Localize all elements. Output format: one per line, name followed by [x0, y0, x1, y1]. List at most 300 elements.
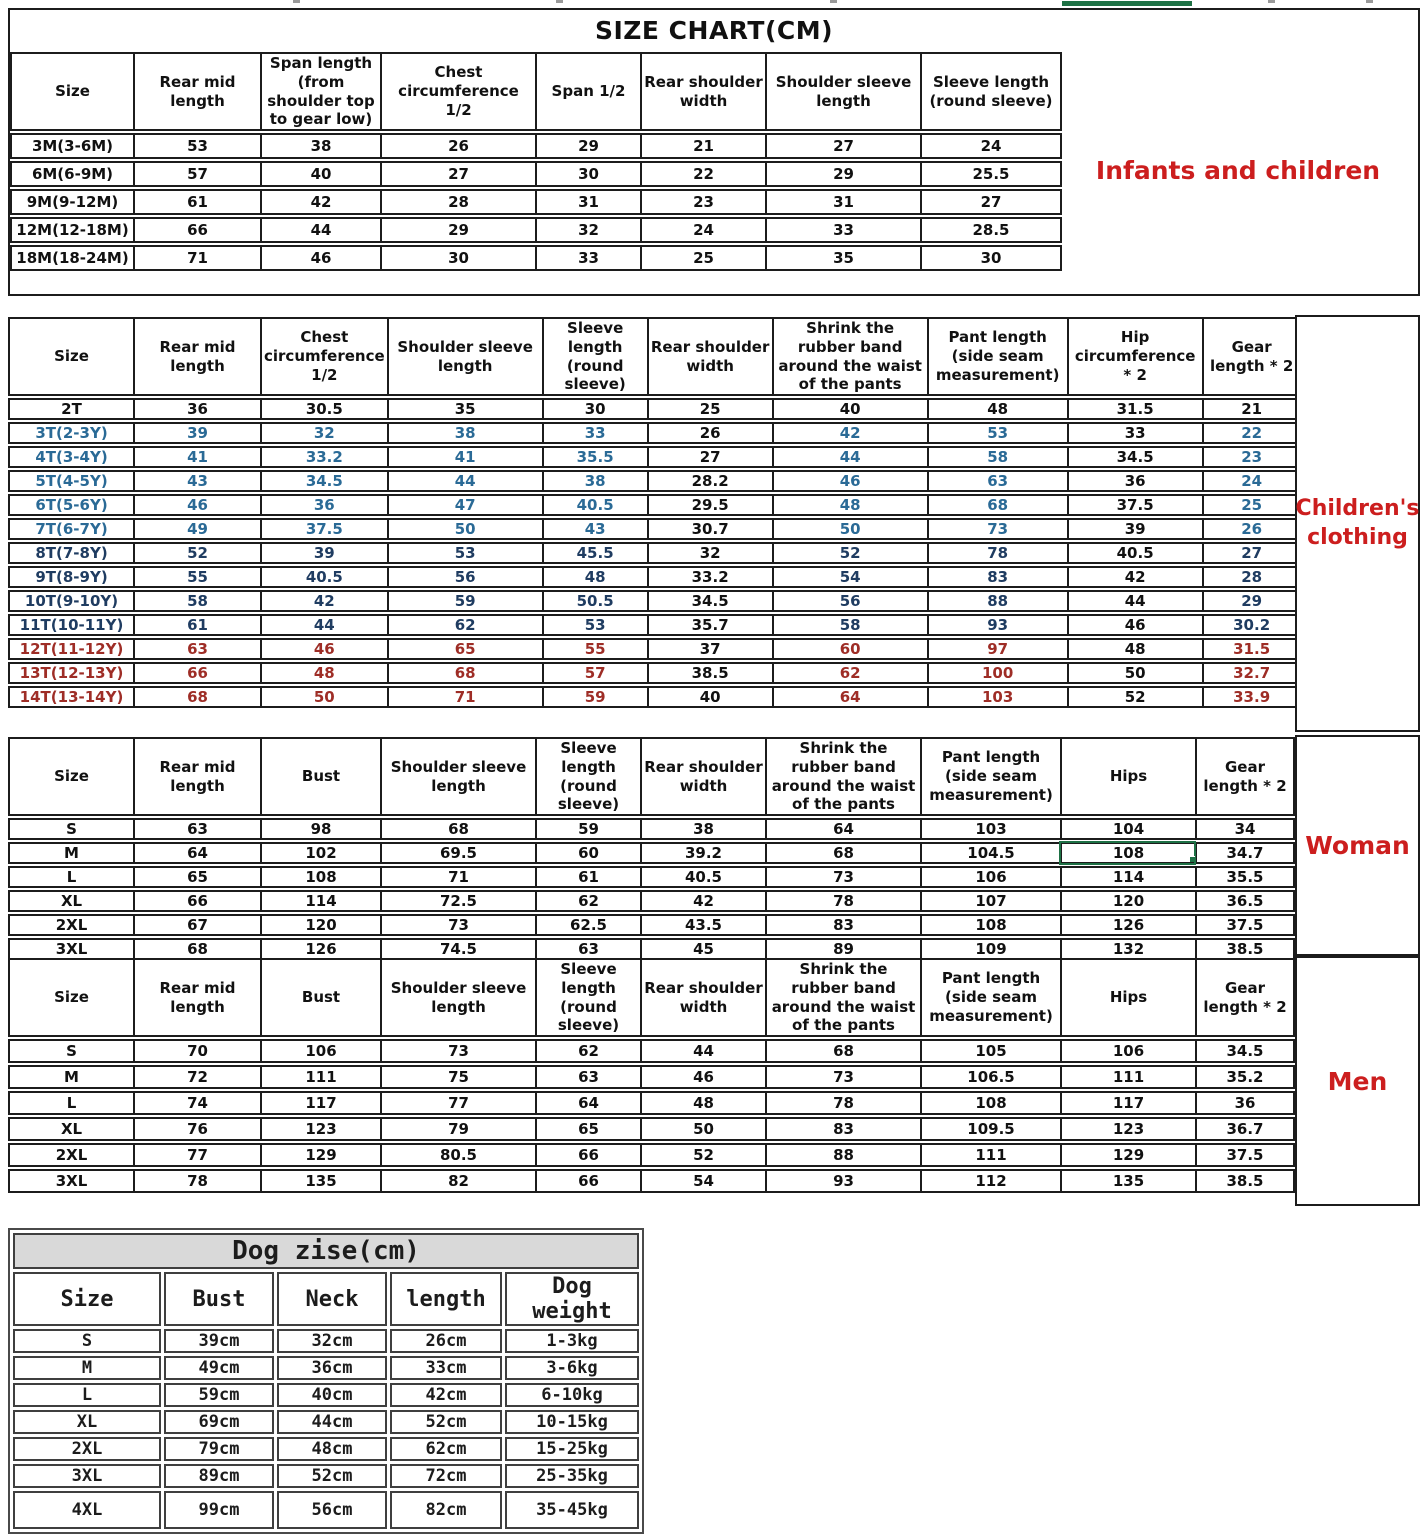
value-cell: 93 [927, 614, 1067, 636]
value-cell: 77 [133, 1143, 260, 1167]
value-cell: 44 [772, 446, 927, 468]
value-cell: 40 [647, 686, 772, 708]
column-header: Sleeve length (round sleeve) [535, 958, 640, 1037]
value-cell: 68 [765, 842, 920, 864]
size-cell: 6M(6-9M) [10, 161, 133, 187]
men-size-table [8, 956, 1295, 1195]
value-cell: 114 [1060, 866, 1195, 888]
value-cell: 106.5 [920, 1065, 1060, 1089]
size-cell: 2XL [13, 1437, 161, 1461]
value-cell: 89cm [164, 1464, 274, 1488]
value-cell: 79 [380, 1117, 535, 1141]
value-cell: 66 [535, 1169, 640, 1193]
value-cell: 25 [1202, 494, 1302, 516]
size-cell: 6T(5-6Y) [8, 494, 133, 516]
value-cell: 37.5 [260, 518, 387, 540]
size-cell: 8T(7-8Y) [8, 542, 133, 564]
value-cell: 75 [380, 1065, 535, 1089]
value-cell: 73 [380, 1039, 535, 1063]
value-cell: 41 [133, 446, 260, 468]
infants-section [8, 8, 1420, 296]
dog-size-table [8, 1228, 644, 1534]
value-cell: 78 [765, 1091, 920, 1115]
value-cell: 63 [133, 818, 260, 840]
value-cell: 58 [133, 590, 260, 612]
value-cell: 65 [535, 1117, 640, 1141]
column-header: Size [8, 317, 133, 396]
value-cell: 36 [1067, 470, 1202, 492]
value-cell: 25.5 [920, 161, 1062, 187]
value-cell: 33cm [390, 1356, 502, 1380]
value-cell: 68 [133, 686, 260, 708]
column-header: Gear length * 2 [1202, 317, 1302, 396]
value-cell: 42 [640, 890, 765, 912]
value-cell: 66 [133, 890, 260, 912]
value-cell: 58 [772, 614, 927, 636]
value-cell: 73 [765, 1065, 920, 1089]
value-cell: 50.5 [542, 590, 647, 612]
table-row [8, 542, 1302, 564]
column-header: Chest circumference 1/2 [380, 52, 535, 131]
value-cell: 21 [640, 133, 765, 159]
size-cell: 2XL [8, 1143, 133, 1167]
value-cell: 23 [640, 189, 765, 215]
value-cell: 109.5 [920, 1117, 1060, 1141]
value-cell: 123 [260, 1117, 380, 1141]
value-cell: 62cm [390, 1437, 502, 1461]
value-cell: 82cm [390, 1491, 502, 1529]
value-cell: 72.5 [380, 890, 535, 912]
table-row [8, 1091, 1295, 1115]
value-cell: 62 [772, 662, 927, 684]
value-cell: 73 [765, 866, 920, 888]
value-cell: 34.5 [1195, 1039, 1295, 1063]
column-header: Rear mid length [133, 737, 260, 816]
size-cell: 3XL [8, 1169, 133, 1193]
value-cell: 109 [920, 938, 1060, 960]
size-cell: L [13, 1383, 161, 1407]
value-cell: 34.5 [647, 590, 772, 612]
dog-section [8, 1228, 640, 1520]
value-cell: 28 [1202, 566, 1302, 588]
value-cell: 33 [542, 422, 647, 444]
size-cell: XL [13, 1410, 161, 1434]
size-cell: L [8, 1091, 133, 1115]
column-header: Shoulder sleeve length [765, 52, 920, 131]
size-cell: 7T(6-7Y) [8, 518, 133, 540]
page-title: SIZE CHART(CM) [594, 15, 834, 45]
size-cell: 3T(2-3Y) [8, 422, 133, 444]
value-cell: 36.7 [1195, 1117, 1295, 1141]
value-cell: 38 [260, 133, 380, 159]
children-section-label: Children's clothing [1295, 315, 1420, 732]
value-cell: 32cm [277, 1329, 387, 1353]
value-cell: 44 [1067, 590, 1202, 612]
value-cell: 48 [1067, 638, 1202, 660]
table-row [8, 614, 1302, 636]
value-cell: 59 [542, 686, 647, 708]
gridline-tick [1366, 0, 1373, 3]
value-cell: 35.5 [542, 446, 647, 468]
size-cell: 10T(9-10Y) [8, 590, 133, 612]
value-cell: 63 [535, 938, 640, 960]
column-header: Pant length (side seam measurement) [927, 317, 1067, 396]
value-cell: 44cm [277, 1410, 387, 1434]
value-cell: 33.9 [1202, 686, 1302, 708]
value-cell: 55 [542, 638, 647, 660]
value-cell: 106 [260, 1039, 380, 1063]
value-cell: 104 [1060, 818, 1195, 840]
value-cell: 30 [542, 398, 647, 420]
value-cell: 103 [920, 818, 1060, 840]
size-cell: XL [8, 1117, 133, 1141]
table-row [8, 1169, 1295, 1193]
value-cell: 44 [260, 614, 387, 636]
value-cell: 29.5 [647, 494, 772, 516]
table-row [8, 842, 1295, 864]
value-cell: 73 [380, 914, 535, 936]
table-row [13, 1410, 639, 1434]
value-cell: 52 [772, 542, 927, 564]
value-cell: 40cm [277, 1383, 387, 1407]
value-cell: 24 [920, 133, 1062, 159]
value-cell: 40.5 [640, 866, 765, 888]
value-cell: 38.5 [1195, 938, 1295, 960]
value-cell: 38 [387, 422, 542, 444]
value-cell: 117 [1060, 1091, 1195, 1115]
size-cell: S [13, 1329, 161, 1353]
value-cell: 45 [640, 938, 765, 960]
column-header: Rear shoulder width [640, 958, 765, 1037]
value-cell: 29 [765, 161, 920, 187]
value-cell: 46 [640, 1065, 765, 1089]
value-cell: 50 [1067, 662, 1202, 684]
value-cell: 55 [133, 566, 260, 588]
gridline-tick [293, 0, 300, 3]
table-row [8, 422, 1302, 444]
value-cell: 60 [535, 842, 640, 864]
size-cell: 2T [8, 398, 133, 420]
value-cell: 71 [133, 245, 260, 271]
value-cell: 34.5 [260, 470, 387, 492]
column-header: Dog weight [505, 1272, 639, 1326]
size-cell: 9M(9-12M) [10, 189, 133, 215]
column-header: Size [10, 52, 133, 131]
value-cell: 36cm [277, 1356, 387, 1380]
value-cell: 64 [765, 818, 920, 840]
value-cell: 80.5 [380, 1143, 535, 1167]
value-cell: 44 [260, 217, 380, 243]
table-row [8, 1117, 1295, 1141]
value-cell: 38 [640, 818, 765, 840]
men-section-label: Men [1295, 956, 1420, 1206]
value-cell: 36 [1195, 1091, 1295, 1115]
column-header: Rear mid length [133, 52, 260, 131]
value-cell: 63 [133, 638, 260, 660]
column-header: Span 1/2 [535, 52, 640, 131]
value-cell: 33 [1067, 422, 1202, 444]
value-cell: 64 [133, 842, 260, 864]
value-cell: 37.5 [1195, 914, 1295, 936]
value-cell: 29 [1202, 590, 1302, 612]
value-cell: 39 [1067, 518, 1202, 540]
value-cell: 105 [920, 1039, 1060, 1063]
value-cell: 48 [542, 566, 647, 588]
table-row [10, 217, 1062, 243]
table-row [13, 1383, 639, 1407]
column-header: Bust [260, 958, 380, 1037]
value-cell: 53 [133, 133, 260, 159]
value-cell: 43 [542, 518, 647, 540]
table-row [13, 1491, 639, 1529]
value-cell: 25 [640, 245, 765, 271]
table-row [8, 866, 1295, 888]
column-header: Sleeve length (round sleeve) [920, 52, 1062, 131]
value-cell: 62 [535, 890, 640, 912]
value-cell: 57 [133, 161, 260, 187]
value-cell: 26cm [390, 1329, 502, 1353]
value-cell: 64 [772, 686, 927, 708]
value-cell: 111 [260, 1065, 380, 1089]
value-cell: 40.5 [542, 494, 647, 516]
value-cell: 57 [542, 662, 647, 684]
value-cell: 30.7 [647, 518, 772, 540]
value-cell: 39 [260, 542, 387, 564]
value-cell: 47 [387, 494, 542, 516]
value-cell: 68 [380, 818, 535, 840]
value-cell: 10-15kg [505, 1410, 639, 1434]
value-cell: 132 [1060, 938, 1195, 960]
value-cell: 67 [133, 914, 260, 936]
value-cell: 52 [1067, 686, 1202, 708]
value-cell: 114 [260, 890, 380, 912]
size-cell: L [8, 866, 133, 888]
value-cell: 38.5 [1195, 1169, 1295, 1193]
value-cell: 98 [260, 818, 380, 840]
size-cell: S [8, 818, 133, 840]
value-cell: 37 [647, 638, 772, 660]
column-header: Shrink the rubber band around the waist of the pants [765, 958, 920, 1037]
table-row [8, 1039, 1295, 1063]
value-cell: 59 [387, 590, 542, 612]
value-cell: 106 [920, 866, 1060, 888]
value-cell: 89 [765, 938, 920, 960]
value-cell: 56 [387, 566, 542, 588]
value-cell: 49cm [164, 1356, 274, 1380]
woman-section-label: Woman [1295, 735, 1420, 956]
value-cell: 32 [647, 542, 772, 564]
size-cell: 12M(12-18M) [10, 217, 133, 243]
table-row [8, 590, 1302, 612]
value-cell: 36 [133, 398, 260, 420]
value-cell: 107 [920, 890, 1060, 912]
value-cell: 66 [133, 217, 260, 243]
value-cell: 68 [133, 938, 260, 960]
value-cell: 41 [387, 446, 542, 468]
value-cell: 60 [772, 638, 927, 660]
value-cell: 135 [260, 1169, 380, 1193]
value-cell: 53 [387, 542, 542, 564]
value-cell: 59cm [164, 1383, 274, 1407]
value-cell: 52cm [277, 1464, 387, 1488]
value-cell: 40.5 [1067, 542, 1202, 564]
column-header: Sleeve length (round sleeve) [542, 317, 647, 396]
value-cell: 52 [640, 1143, 765, 1167]
value-cell: 65 [133, 866, 260, 888]
value-cell: 46 [133, 494, 260, 516]
value-cell: 35.5 [1195, 866, 1295, 888]
children-section [8, 315, 1420, 732]
value-cell: 58 [927, 446, 1067, 468]
table-row [13, 1437, 639, 1461]
table-row [10, 161, 1062, 187]
size-cell: M [13, 1356, 161, 1380]
value-cell: 129 [1060, 1143, 1195, 1167]
value-cell: 32 [260, 422, 387, 444]
table-row [8, 518, 1302, 540]
column-header: Shrink the rubber band around the waist of the pants [772, 317, 927, 396]
value-cell: 40.5 [260, 566, 387, 588]
children-size-table [8, 315, 1302, 710]
value-cell: 74 [133, 1091, 260, 1115]
value-cell: 61 [535, 866, 640, 888]
value-cell: 77 [380, 1091, 535, 1115]
value-cell: 66 [133, 662, 260, 684]
value-cell: 76 [133, 1117, 260, 1141]
table-row [13, 1329, 639, 1353]
value-cell: 26 [1202, 518, 1302, 540]
value-cell: 48 [640, 1091, 765, 1115]
value-cell: 30 [380, 245, 535, 271]
value-cell: 38 [542, 470, 647, 492]
value-cell: 56cm [277, 1491, 387, 1529]
table-row [13, 1464, 639, 1488]
value-cell: 112 [920, 1169, 1060, 1193]
column-header: Bust [164, 1272, 274, 1326]
value-cell: 6-10kg [505, 1383, 639, 1407]
value-cell: 34 [1195, 818, 1295, 840]
table-row [8, 398, 1302, 420]
value-cell: 1-3kg [505, 1329, 639, 1353]
column-header: Bust [260, 737, 380, 816]
value-cell: 33 [535, 245, 640, 271]
value-cell: 53 [542, 614, 647, 636]
value-cell: 120 [1060, 890, 1195, 912]
value-cell: 22 [1202, 422, 1302, 444]
value-cell: 49 [133, 518, 260, 540]
value-cell: 43 [133, 470, 260, 492]
value-cell: 93 [765, 1169, 920, 1193]
size-cell: 9T(8-9Y) [8, 566, 133, 588]
value-cell: 63 [927, 470, 1067, 492]
value-cell: 135 [1060, 1169, 1195, 1193]
value-cell: 66 [535, 1143, 640, 1167]
value-cell: 35.2 [1195, 1065, 1295, 1089]
value-cell: 40 [260, 161, 380, 187]
value-cell: 31 [765, 189, 920, 215]
value-cell: 27 [1202, 542, 1302, 564]
table-row [8, 446, 1302, 468]
column-header: Hips [1060, 958, 1195, 1037]
value-cell: 68 [765, 1039, 920, 1063]
value-cell: 27 [380, 161, 535, 187]
value-cell: 31.5 [1202, 638, 1302, 660]
value-cell: 28.5 [920, 217, 1062, 243]
value-cell: 44 [387, 470, 542, 492]
table-row [8, 494, 1302, 516]
table-row [8, 638, 1302, 660]
table-row [10, 133, 1062, 159]
value-cell: 48 [260, 662, 387, 684]
value-cell: 39 [133, 422, 260, 444]
column-header: Gear length * 2 [1195, 958, 1295, 1037]
value-cell: 104.5 [920, 842, 1060, 864]
table-row [8, 818, 1295, 840]
size-cell: 5T(4-5Y) [8, 470, 133, 492]
value-cell: 68 [927, 494, 1067, 516]
value-cell: 42 [772, 422, 927, 444]
table-row [8, 1065, 1295, 1089]
column-header: Rear mid length [133, 317, 260, 396]
value-cell: 42 [260, 189, 380, 215]
value-cell: 44 [640, 1039, 765, 1063]
column-header: Hips [1060, 737, 1195, 816]
value-cell: 46 [1067, 614, 1202, 636]
value-cell: 3-6kg [505, 1356, 639, 1380]
value-cell: 69.5 [380, 842, 535, 864]
column-header: Shoulder sleeve length [387, 317, 542, 396]
value-cell: 36 [260, 494, 387, 516]
value-cell: 35-45kg [505, 1491, 639, 1529]
column-header: Pant length (side seam measurement) [920, 958, 1060, 1037]
value-cell: 46 [260, 245, 380, 271]
size-cell: 4XL [13, 1491, 161, 1529]
value-cell: 31 [535, 189, 640, 215]
value-cell: 37.5 [1195, 1143, 1295, 1167]
value-cell: 62.5 [535, 914, 640, 936]
value-cell: 46 [260, 638, 387, 660]
value-cell: 45.5 [542, 542, 647, 564]
value-cell: 62 [535, 1039, 640, 1063]
column-header: Pant length (side seam measurement) [920, 737, 1060, 816]
value-cell: 83 [927, 566, 1067, 588]
value-cell: 42cm [390, 1383, 502, 1407]
value-cell: 78 [927, 542, 1067, 564]
men-section [8, 956, 1420, 1206]
value-cell: 35 [765, 245, 920, 271]
value-cell: 52cm [390, 1410, 502, 1434]
value-cell: 108 [920, 914, 1060, 936]
value-cell: 103 [927, 686, 1067, 708]
value-cell: 48 [927, 398, 1067, 420]
value-cell: 23 [1202, 446, 1302, 468]
value-cell: 71 [387, 686, 542, 708]
value-cell: 22 [640, 161, 765, 187]
column-header: Shoulder sleeve length [380, 737, 535, 816]
value-cell: 111 [920, 1143, 1060, 1167]
value-cell: 50 [772, 518, 927, 540]
woman-section [8, 735, 1420, 956]
size-cell: S [8, 1039, 133, 1063]
value-cell: 54 [772, 566, 927, 588]
size-cell: 12T(11-12Y) [8, 638, 133, 660]
value-cell: 63 [535, 1065, 640, 1089]
table-row [8, 1143, 1295, 1167]
value-cell: 83 [765, 1117, 920, 1141]
value-cell: 29 [535, 133, 640, 159]
value-cell: 61 [133, 614, 260, 636]
value-cell: 72 [133, 1065, 260, 1089]
